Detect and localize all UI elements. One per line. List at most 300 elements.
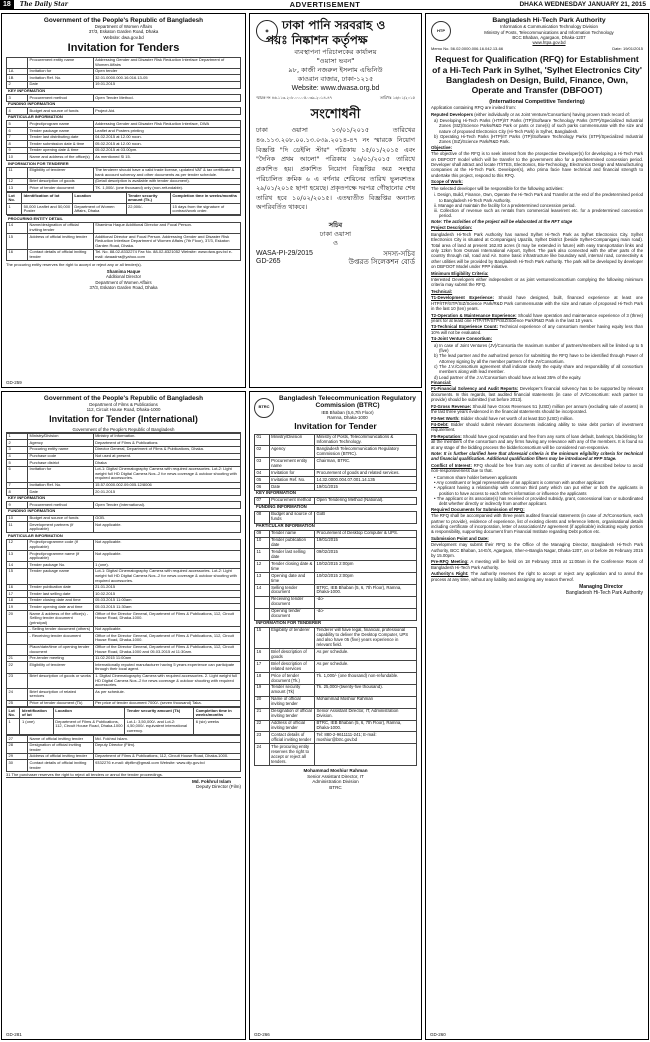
row-value: 10.02.2015	[93, 591, 240, 598]
table-row	[7, 633, 241, 644]
criterion-text: Should have designed, built, financed experience at least one HTP/ITP/STP/SIZ/Science Park/R&D Park commensurate with the size and nature of proposed Hi-Tech Park in the last 10 (ten) years.	[431, 295, 644, 312]
ad-subheading: Government of the People's Republic of Bangladesh	[6, 427, 241, 433]
row-value: Senior Assistant Director, IT, Administration Division.	[314, 708, 416, 720]
table-row	[7, 700, 241, 707]
wasa-logo-icon: ◉	[256, 20, 278, 42]
row-label: Selling tender document	[269, 585, 314, 597]
criterion-text: Should have operation and maintenance experience of 3 (three) years for at least one HTP/ITP/STP/SIZ/Science Park/R&D Park in the last 10 years.	[431, 312, 643, 323]
table-row	[7, 141, 241, 148]
entity-table	[6, 735, 241, 772]
section-label: PROCURING ENTITY DETAIL	[7, 216, 241, 223]
section-text: The objective of the RFQ is to seek interest from the prospective Developer(s) for developing a Hi-Tech Park on DBFOOT model which will be transfer to the government also for a predetermined concession period. Developer shall attract and locate IT/ITES, Electronics, Bio-Technology, Electronics Design and Manufacturing companies at the Hi-Tech Park. Developer(s), who prima facie have technical and financial strength to undertake this project, respond to this RFQ.	[431, 151, 643, 178]
section-heading: Required Documents for Submission of RFQ:	[431, 506, 525, 512]
section-label: FUNDING INFORMATION	[7, 101, 241, 108]
table-row	[7, 568, 241, 584]
criterion-label: T2-Operation & Maintenance Experience:	[431, 312, 517, 318]
ad-btrc	[249, 391, 422, 1040]
row-label: Brief description of related services	[28, 689, 94, 700]
criterion-text: RFQ should be free from any sorts of conflict of interest as described below to avoid non-responsiveness due to that.	[431, 462, 643, 474]
row-value: Per price of tender document 7000/- (seven thousand) Taka.	[93, 700, 240, 707]
row-number: 05	[255, 477, 270, 484]
row-label: Date	[28, 489, 94, 496]
table-row	[255, 511, 417, 523]
row-value: 05.03.2015 11:00am	[93, 597, 240, 604]
table-row	[255, 470, 417, 477]
lot-header: Identification of lot	[20, 708, 53, 719]
row-number: 04	[255, 470, 270, 477]
row-label: Tender package name	[28, 128, 94, 135]
row-label: The procuring entity reserves the right to accept or reject all tenders.	[269, 744, 314, 766]
row-label: Procurement entity name	[269, 458, 314, 470]
row-number: 1B	[7, 75, 28, 82]
table-row	[7, 551, 241, 562]
row-label: Ministry/Division	[28, 433, 94, 440]
rfq-developers	[431, 112, 643, 117]
row-label: Opening tender document	[269, 608, 314, 620]
row-value: Tel. No. 88-02-8332274 Fax No. 88-02-8321052 Website: www.dwa.gov.bd e-mail: dwaadrra@yahoo.com	[93, 249, 240, 260]
hitech-line: BCC Bhaban, Agargaon, Dhaka-1207	[512, 35, 586, 41]
rfq-subtitle: (International Competitive Tendering)	[489, 98, 585, 105]
criterion-label: T3-Technical Experience Count:	[431, 324, 498, 330]
table-row	[7, 147, 241, 154]
row-label: Tender publication date	[269, 537, 314, 549]
tender-table	[6, 433, 241, 707]
row-label: Designation of official inviting tender	[28, 742, 94, 753]
rfq-title: Request for Qualification (RFQ) for Establishment of a Hi-Tech Park in Sylhet, 'Sylhet Electronics City' Bangladesh on Design, Build, Finance, Own, Operate and Transfer (DBFOOT)	[432, 54, 642, 96]
row-label: - Selling tender document (others)	[28, 626, 94, 633]
row-number: 11	[7, 167, 28, 178]
row-number: 3	[7, 446, 28, 453]
section-row	[255, 490, 417, 497]
table-row	[255, 530, 417, 537]
page-number: 18	[0, 0, 14, 10]
row-number: 4	[7, 108, 28, 115]
row-label: Name & address of the office(s) - Selling tender document (principal)	[28, 611, 94, 627]
row-number: 9	[7, 502, 28, 509]
row-number: 1A	[7, 68, 28, 75]
row-number: 28	[7, 742, 28, 753]
table-row	[7, 185, 241, 192]
row-value: Department of Films & Publications, 112, Circuit House Road, Dhaka-1000.	[93, 753, 240, 760]
table-row	[255, 561, 417, 573]
table-row	[255, 684, 417, 696]
lot-header: Lot No.	[7, 193, 22, 204]
table-row	[7, 742, 241, 753]
row-label: Eligibility of tenderer	[269, 627, 314, 649]
criterion	[431, 559, 643, 570]
row-value	[314, 744, 416, 766]
table-row	[255, 720, 417, 732]
signatory-line: Department of Women Affairs	[95, 279, 152, 285]
criterion	[431, 434, 643, 450]
row-number: 7	[7, 134, 28, 141]
table-row	[255, 708, 417, 720]
row-value: 10/02/2015 2:00pm	[314, 573, 416, 585]
signatory-line: Additional Director	[105, 274, 142, 280]
wasa-ref: WASA-PI-29/2015	[256, 249, 313, 257]
tender-table	[254, 434, 417, 767]
row-number: 06	[255, 484, 270, 491]
criterion	[431, 324, 643, 335]
signatory-org: Bangladesh Hi-Tech Park Authority	[565, 590, 643, 597]
section-label: INFORMATION FOR TENDERER	[255, 620, 417, 627]
row-label: Brief description of goods or works	[28, 673, 94, 689]
row-label: Tender opening date and time	[28, 604, 94, 611]
section-heading: Scope of Work:	[431, 179, 463, 185]
criterion-label: Conflict of Interest:	[431, 462, 472, 468]
table-row	[7, 626, 241, 633]
table-row	[7, 597, 241, 604]
table-row	[7, 68, 241, 75]
ad-address: 112, Circuit House Road, Dhaka-1000	[86, 407, 161, 413]
table-row	[7, 440, 241, 447]
row-number: 19	[7, 604, 28, 611]
section-row	[255, 523, 417, 530]
row-number: 17	[7, 591, 28, 598]
section-label: PARTICULAR INFORMATION	[255, 523, 417, 530]
row-label: Tender package name	[28, 568, 94, 584]
row-label: Date	[269, 484, 314, 491]
row-number: 13	[255, 573, 270, 585]
row-value: Addressing Gender and Disaster Risk Reduction Interface Department of Women Affairs	[93, 57, 240, 68]
section-label: KEY INFORMATION	[255, 490, 417, 497]
wasa-sig-member: সদস্য-সচিব	[383, 249, 415, 258]
section-heading: Financial:	[431, 379, 452, 385]
wasa-footer-row2	[256, 258, 415, 267]
row-number: 9	[7, 147, 28, 154]
lot-cell: Department of Women Affairs, Dhaka	[72, 204, 126, 215]
signature-block	[6, 779, 241, 790]
section-title: ADVERTISEMENT	[289, 0, 361, 9]
wasa-area: কাওরান বাজার, ঢাকা-১২১৫	[297, 74, 374, 83]
row-value: Internationally reputed manufacturer having 5 years experience can participate through their local agent.	[93, 662, 240, 673]
row-label: Tender publication date	[28, 584, 94, 591]
row-label: Budget and source of funds	[28, 108, 94, 115]
row-value: Leaflet and Posters printing	[93, 128, 240, 135]
row-value: Md. Fokhrul Islam.	[93, 736, 240, 743]
row-label: Purchase district	[28, 460, 94, 467]
row-label: Designation of official inviting tender	[269, 708, 314, 720]
row-number: 29	[7, 753, 28, 760]
table-row	[7, 249, 241, 260]
table-row	[7, 604, 241, 611]
section-label: KEY INFORMATION	[7, 495, 241, 502]
row-number: 22	[7, 662, 28, 673]
row-label: Procurement method	[28, 95, 94, 102]
row-number: 12	[255, 561, 270, 573]
table-row	[255, 458, 417, 470]
section-label: FUNDING INFORMATION	[7, 508, 241, 515]
row-number: 03	[255, 458, 270, 470]
wasa-office: ব্যবস্থাপনা পরিচালকের কার্যালয়	[294, 48, 377, 56]
table-row	[7, 167, 241, 178]
table-row	[7, 515, 241, 522]
section-label: PARTICULAR INFORMATION	[7, 114, 241, 121]
lot-header: Tender security amount (Tk)	[125, 708, 194, 719]
row-label: Name of official inviting tender	[269, 696, 314, 708]
row-value: (Detail description is available with tender document).	[93, 178, 240, 185]
row-number: 21	[7, 655, 28, 662]
row-label: Name/designation of official inviting tender	[28, 222, 94, 233]
row-number: 13	[7, 551, 28, 562]
section-row	[7, 101, 241, 108]
row-label: Name and address of the office(s)	[28, 154, 94, 161]
row-label: Invitation for	[28, 68, 94, 75]
row-label: Agency	[28, 440, 94, 447]
signatory-title: Managing Director	[579, 584, 623, 591]
row-label: - Receiving tender document	[28, 633, 94, 644]
ad-org: Government of the People's Republic of Bangladesh	[43, 395, 204, 402]
table-row	[255, 585, 417, 597]
section-heading: Project Description:	[431, 225, 473, 231]
row-value: 1 (one).	[93, 562, 240, 569]
ad-address: 37/3, Eskaton Garden Road, Dhaka	[88, 29, 159, 35]
row-number: 16	[7, 249, 28, 260]
row-number: 11	[255, 549, 270, 561]
row-value: Dhaka	[93, 460, 240, 467]
btrc-org: Bangladesh Telecommunication Regulatory Commission (BTRC)	[279, 395, 416, 410]
signature-block	[254, 768, 417, 790]
table-row	[255, 537, 417, 549]
table-row	[7, 482, 241, 489]
row-label: Purchase code	[28, 453, 94, 460]
criterion	[431, 571, 643, 582]
signatory-line: BTRC	[329, 784, 342, 790]
table-row	[7, 736, 241, 743]
table-row	[255, 446, 417, 458]
table-row	[7, 178, 241, 185]
row-label: Invitation Ref. No.	[269, 477, 314, 484]
row-label: Invitation Ref. No.	[28, 75, 94, 82]
list-item: ii. Manage and maintain the facility for a predetermined concession period.	[434, 202, 576, 208]
table-row	[7, 611, 241, 627]
lot-cell: 15 days from the signature of contract/work order.	[170, 204, 240, 215]
table-row	[7, 433, 241, 440]
hitech-header	[431, 17, 643, 46]
row-value: Tel: 880-2-9611111-241; E-mail: moshiur@btrc.gov.bd	[314, 732, 416, 744]
row-label: Pre-tender meeting	[28, 655, 94, 662]
section-label: KEY INFORMATION	[7, 88, 241, 95]
row-label: Eligibility of tenderer	[28, 167, 94, 178]
row-value: 15.57.0000.002.09.005.12/8006	[93, 482, 240, 489]
section-label: INFORMATION FOR TENDERER	[7, 161, 241, 168]
row-label: Receiving tender document	[269, 596, 314, 608]
row-number: 19	[255, 684, 270, 696]
criterion-label: F2-Gross Revenue:	[431, 403, 472, 409]
row-number: 12	[7, 178, 28, 185]
row-label: Agency	[269, 446, 314, 458]
criterion	[431, 422, 643, 433]
table-row	[7, 154, 241, 161]
section-text: The RFQ shall be accompanied with three years audited financial statements (in case of JV/Consortium, each partner to provide), evidence of experience, list of existing clients and reference letters, organisational details including certificate of incorporation, letter of association/JV agreement (if applicable) indicating equity portion & responsibility, supporting document from Financial Institute regarding Debt portion etc.	[431, 513, 643, 535]
wasa-street: ৯৮, কাজী নজরুল ইসলাম এভিনিউ	[288, 65, 383, 74]
row-value: Deputy Director (Film).	[93, 742, 240, 753]
row-value: Project Aid.	[93, 108, 240, 115]
lot-header: Identification of lot	[22, 193, 73, 204]
row-label: Project/programme name (if applicable)	[28, 551, 94, 562]
list-item: b) The lead partner and the authorized person for submitting the RFQ have to be identified through Power of Attorney signing by all the member partners of the JV/Consortium.	[434, 353, 643, 364]
note: Note: It is further clarified here that aforesaid criteria is the minimum eligibility criteria for technical and financial qualification. Additional qualification filters may be introduced at RFP Stage.	[431, 451, 643, 462]
row-value: 21.01.2015	[93, 584, 240, 591]
section-row	[7, 216, 241, 223]
section-row	[7, 508, 241, 515]
row-value: Lot-1: Digital Cinematography Camera with required accessories. Lot-2: Light weight full HD Digital Camera Nos.-2 for news coverage & outdoor shooting with required accessories.	[93, 466, 240, 482]
hitech-memo-row	[431, 47, 643, 52]
row-label: Brief description of related services	[269, 661, 314, 673]
table-row	[255, 661, 417, 673]
row-label: Procurement method	[269, 497, 314, 504]
row-label: Tender last selling date	[269, 549, 314, 561]
row-value: As mentioned Sl 15.	[93, 154, 240, 161]
row-value: -do-	[314, 596, 416, 608]
row-value: 19/01/2015	[314, 484, 416, 491]
row-value: GoB	[314, 511, 416, 523]
table-row	[7, 95, 241, 102]
list-item: b) Operating Hi-Tech Parks (HTP)/IT Parks (ITP)/Software Technology Parks (STP)/Specialized Industrial Zones (SIZ)/Science Park/R&D Park.	[434, 134, 643, 145]
table-row	[255, 573, 417, 585]
rfq-intro: Application containing RFQ are invited from:	[431, 105, 516, 111]
row-label: Procurement method	[28, 502, 94, 509]
row-label: Date	[28, 81, 94, 88]
row-label: Tender closing date and time	[28, 597, 94, 604]
hitech-memo: Memo No. 56.02.0000.006.16.042.13-66	[431, 45, 504, 51]
hitech-website: www.htpa.gov.bd	[532, 40, 566, 46]
row-value: Ministry of Information.	[93, 433, 240, 440]
section-row	[255, 504, 417, 511]
signatory-name: Mohammad Moshiur Rahman	[303, 768, 368, 774]
row-number: 13	[7, 185, 28, 192]
gd-number: GD-281	[6, 1031, 22, 1037]
criterion-label: Authority's Right:	[431, 571, 469, 577]
row-value: Not applicable.	[93, 539, 240, 550]
table-row	[7, 128, 241, 135]
row-value: Mohammad Moshiur Rahman	[314, 696, 416, 708]
row-label: Project/programme code (if applicable)	[28, 539, 94, 550]
table-row	[7, 81, 241, 88]
row-number: 21	[255, 708, 270, 720]
lot-header-row	[7, 708, 241, 719]
row-number: 3	[7, 95, 28, 102]
criterion	[431, 313, 643, 324]
row-value: 32.01.0000.000.16.016.13-05	[93, 75, 240, 82]
wasa-sig-and: ও	[333, 238, 338, 247]
criterion-text: Developer's financial solvency has to be supported by relevant documents. In this regards, last audited financial statements (in case of JV/Consortium: each partner to provide) should be submitted (not before 2013).	[431, 386, 643, 403]
row-value: Not applicable.	[93, 522, 240, 533]
lot-cell: 6 (six) weeks	[194, 719, 241, 735]
row-number: 12	[7, 539, 28, 550]
lot-header-row	[7, 193, 241, 204]
row-number: 10	[7, 154, 28, 161]
table-row	[7, 502, 241, 509]
lot-cell: 1	[7, 719, 20, 735]
row-value: Office of the Director General, Department of Films & Publications, 112, Circuit House Road, Dhaka-1000 and 05.03.2015 at 11:30am.	[93, 644, 240, 655]
table-row	[7, 644, 241, 655]
row-number	[7, 57, 28, 68]
row-number: 30	[7, 760, 28, 771]
row-value: BTRC, IEB Bhaban (5, 6, 7th Floor), Ramna, Dhaka-1000.	[314, 720, 416, 732]
row-label: Brief description of goods	[28, 178, 94, 185]
newspaper-name: The Daily Star	[19, 0, 68, 8]
table-row	[255, 434, 417, 446]
row-label: Invitation Ref. No.	[28, 482, 94, 489]
row-number: 14	[7, 562, 28, 569]
row-label: Contact details of official inviting tender	[28, 760, 94, 771]
hitech-org: Bangladesh Hi-Tech Park Authority	[492, 17, 606, 24]
row-value: Procurement of goods and related services.	[314, 470, 416, 477]
row-label: Development partners (if applicable)	[28, 522, 94, 533]
ad-department: Department of Films & Publications	[89, 402, 158, 408]
table-row	[7, 489, 241, 496]
row-value: Additional Director and Focal Person. Addressing Gender and Disaster Risk Reduction Interface Department of Women Affairs (7th Floor), 37/3, Eskaton Garden Road, Dhaka.	[93, 234, 240, 250]
row-number: 16	[255, 649, 270, 661]
row-label: Contact details of official inviting tender	[28, 249, 94, 260]
row-number: 20	[255, 696, 270, 708]
gd-number: GD-266	[254, 1031, 270, 1037]
wasa-memo: স্মারক নং ৪৬.১১৩.২০৮.০০.০৫.০৩৯.২০১৪-৪৭	[256, 95, 333, 100]
lot-table	[6, 707, 241, 735]
criterion-label: F5-Reputation:	[431, 433, 462, 439]
ad-title: Invitation for Tender (International)	[49, 413, 198, 424]
row-number: 07	[255, 497, 270, 504]
row-value: As per schedule.	[314, 661, 416, 673]
note: Note: The activities of the project will be elaborated at the RFT stage	[431, 218, 573, 224]
criterion-text: Bidder should have net worth of at least $10 (USD) million.	[459, 415, 574, 421]
list-item: • Applicant having a relationship with common third party which can put either or both the applicants in position to have access to each other's information or influence the applicants	[434, 485, 643, 496]
table-row	[7, 760, 241, 771]
lot-header: Completion time in weeks/months	[194, 708, 241, 719]
table-row	[7, 591, 241, 598]
row-value: Director General, Department of Films & Publications, Dhaka.	[93, 446, 240, 453]
row-label: Budget and source of funds	[28, 515, 94, 522]
row-label: Invitation for	[269, 470, 314, 477]
wasa-title-line2: পয়ঃ নিষ্কাশন কর্তৃপক্ষ	[266, 33, 368, 47]
ad-films-publications	[1, 391, 246, 1040]
btrc-address: IEB Bhaban (5,6,7th Floor)	[321, 409, 374, 415]
lot-cell: 1	[7, 204, 22, 215]
hitech-logo-icon: HTP	[431, 21, 451, 41]
ad-hitech-park-rfq	[425, 13, 649, 1040]
row-value: Shamima Haque Additional Director and Focal Person.	[93, 222, 240, 233]
section-label: FUNDING INFORMATION	[255, 504, 417, 511]
criterion-text: Bidder should submit relevant documents indicating ability to raise debt portion of investment requirement.	[431, 421, 643, 433]
row-number: 1	[7, 433, 28, 440]
row-number: 14	[255, 585, 270, 597]
row-value: Procurement of Desktop Computer & UPS.	[314, 530, 416, 537]
lot-cell: 1 (one)	[20, 719, 53, 735]
lot-cell: Department of Films & Publications, 112, Circuit House Road, Dhaka-1000	[53, 719, 124, 735]
row-value: Bangladesh Telecommunication Regulatory Commission (BTRC).	[314, 446, 416, 458]
wasa-bhaban: "ওয়াসা ভবন"	[316, 56, 355, 65]
table-row	[7, 222, 241, 233]
row-value: BTRC, IEB Bhaban (5, 6, 7th Floor), Ramna, Dhaka-1000.	[314, 585, 416, 597]
ad-org: Government of the People's Republic of Bangladesh	[43, 17, 204, 24]
row-number: 02	[255, 446, 270, 458]
section-row	[7, 88, 241, 95]
signatory-name: Md. Fokhrul Islam	[191, 778, 231, 784]
signature-block	[6, 269, 241, 290]
row-number	[255, 596, 270, 608]
row-number: 5	[7, 121, 28, 128]
row-value: As per schedule.	[314, 649, 416, 661]
ad-title: Invitation for Tender	[294, 421, 377, 432]
wasa-memo-date: তারিখঃ ১৬/০১/২০১৫	[379, 95, 415, 100]
row-value: Tenderer will have legal, financial, professional capability to deliver the Desktop Computer, UPS and also have 05 (five) years experience in relevant field.	[314, 627, 416, 649]
lot-header: Lot No.	[7, 708, 20, 719]
list-item: • Common share holder between applicants	[434, 474, 518, 480]
row-value: -do-	[314, 608, 416, 620]
criterion-text: The authority reserves the right to accept or reject any application and to annul the process at any time, without any liability and assigning any reason thereof.	[431, 571, 643, 582]
section-heading: Submission Point and Date:	[431, 535, 489, 541]
